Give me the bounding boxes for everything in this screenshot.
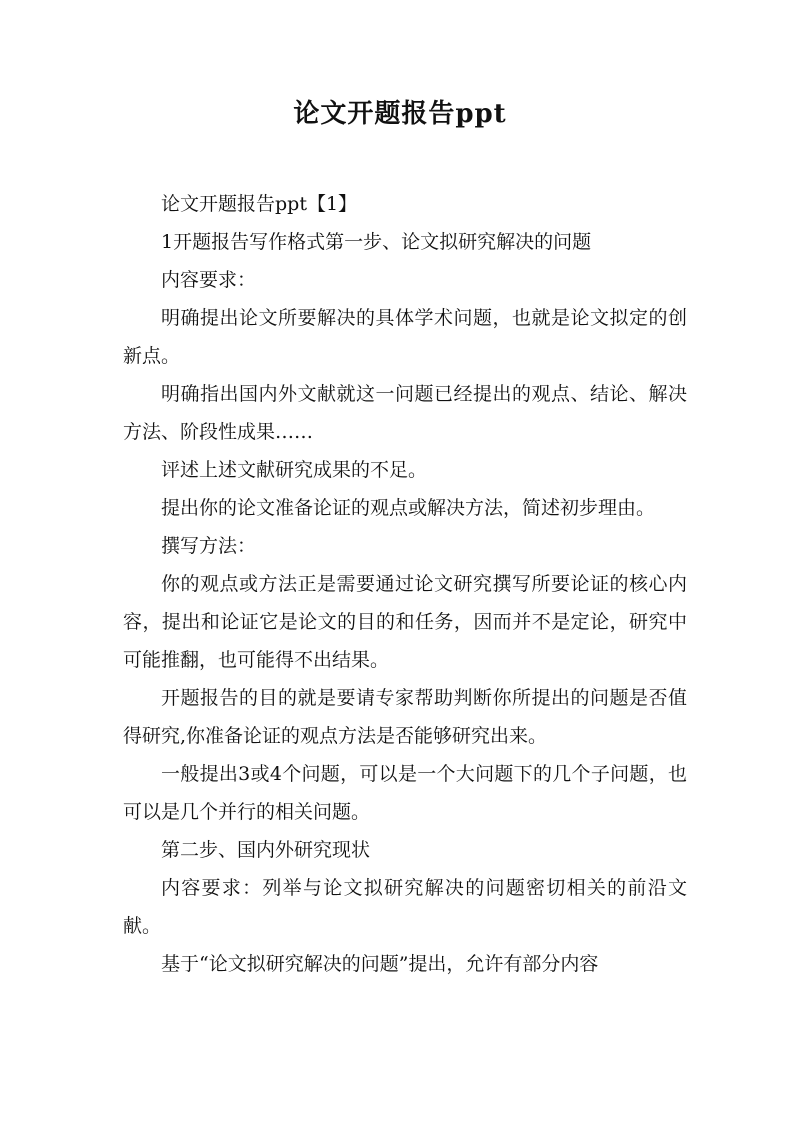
paragraph: 明确提出论文所要解决的具体学术问题，也就是论文拟定的创新点。 bbox=[123, 307, 687, 367]
paragraph: 评述上述文献研究成果的不足。 bbox=[161, 459, 428, 481]
paragraph: 基于“论文拟研究解决的问题”提出，允许有部分内容 bbox=[161, 953, 599, 975]
paragraph: 你的观点或方法正是需要通过论文研究撰写所要论证的核心内容，提出和论证它是论文的目的和任务，因而并不是定论，研究中可能推翻，也可能得不出结果。 bbox=[123, 573, 687, 671]
document-body bbox=[123, 185, 687, 983]
paragraph: 撰写方法： bbox=[161, 535, 257, 557]
document-title: 论文开题报告ppt bbox=[293, 99, 507, 129]
paragraph: 明确指出国内外文献就这一问题已经提出的观点、结论、解决方法、阶段性成果…… bbox=[123, 383, 687, 443]
paragraph: 论文开题报告ppt【1】 bbox=[161, 193, 358, 215]
paragraph: 内容要求：列举与论文拟研究解决的问题密切相关的前沿文献。 bbox=[123, 877, 687, 937]
paragraph: 第二步、国内外研究现状 bbox=[161, 839, 371, 861]
paragraph: 内容要求： bbox=[161, 269, 257, 291]
paragraph: 一般提出3或4个问题，可以是一个大问题下的几个子问题，也可以是几个并行的相关问题。 bbox=[123, 763, 687, 823]
paragraph: 提出你的论文准备论证的观点或解决方法，简述初步理由。 bbox=[161, 497, 656, 519]
paragraph: 1开题报告写作格式第一步、论文拟研究解决的问题 bbox=[161, 231, 592, 253]
paragraph: 开题报告的目的就是要请专家帮助判断你所提出的问题是否值得研究,你准备论证的观点方法是否能够研究出来。 bbox=[123, 687, 687, 747]
